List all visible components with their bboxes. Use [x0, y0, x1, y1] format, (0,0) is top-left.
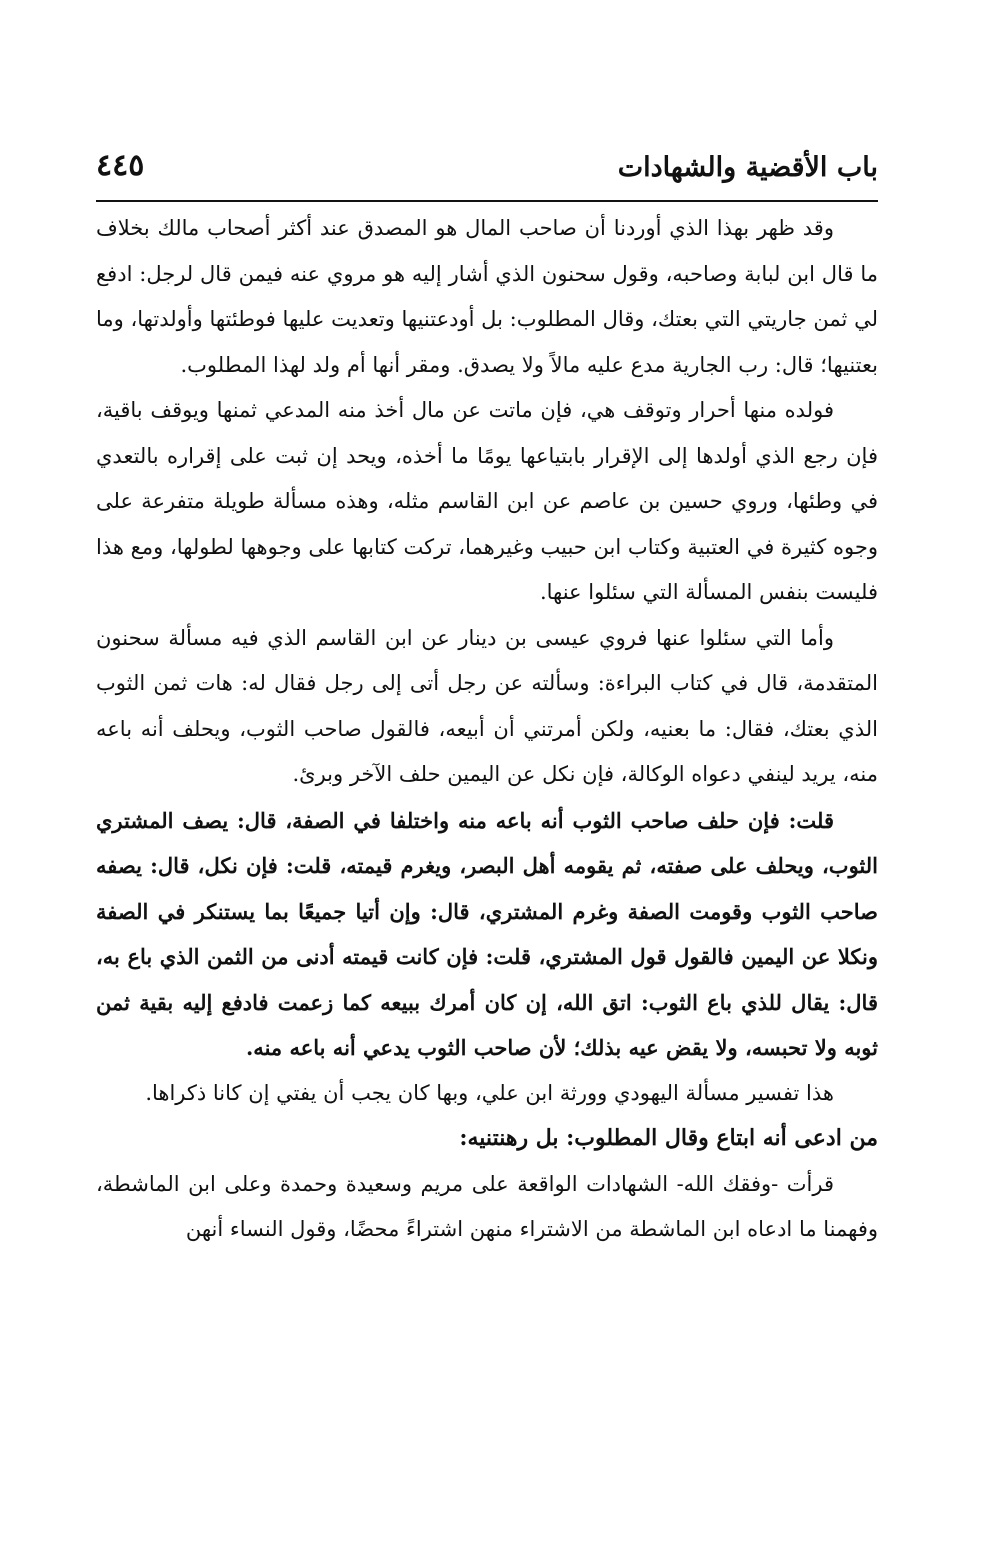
- page-body: [96, 206, 878, 1253]
- section-heading: من ادعى أنه ابتاع وقال المطلوب: بل رهنتنيه:: [459, 1125, 878, 1151]
- header-divider: [96, 200, 878, 202]
- paragraph-4: قلت: فإن حلف صاحب الثوب أنه باعه منه واختلفا في الصفة، قال: يصف المشتري الثوب، ويحلف على صفته، ثم يقومه أهل البصر، ويغرم قيمته، قلت: فإن نكل، قال: يصفه صاحب الثوب وقومت الصفة وغرم المشتري، قال: وإن أتيا جميعًا بما يستنكر في الصفة ونكلا عن اليمين فالقول قول المشتري، قلت: فإن كانت قيمته أدنى من الثمن الذي باع به، قال: يقال للذي باع الثوب: اتق الله، إن كان أمرك ببيعه كما زعمت فادفع إليه بقية ثمن ثوبه ولا تحبسه، ولا يقض عيه بذلك؛ لأن صاحب الثوب يدعي أنه باعه منه.: [96, 807, 878, 1060]
- paragraph-3: وأما التي سئلوا عنها فروي عيسى بن دينار عن ابن القاسم الذي فيه مسألة سحنون المتقدمة، قال في كتاب البراءة: وسألته عن رجل أتى إلى رجل فقال له: هات ثمن الثوب الذي بعتك، فقال: ما بعنيه، ولكن أمرتني أن أبيعه، فالقول صاحب الثوب، ويحلف أنه باعه منه، يريد لينفي دعواه الوكالة، فإن نكل عن اليمين حلف الآخر وبرئ.: [96, 625, 878, 786]
- chapter-title: باب الأقضية والشهادات: [617, 152, 878, 183]
- paragraph-1: وقد ظهر بهذا الذي أوردنا أن صاحب المال هو المصدق عند أكثر أصحاب مالك بخلاف ما قال ابن لبابة وصاحبه، وقول سحنون الذي أشار إليه هو مروي عنه فيمن قال لرجل: ادفع لي ثمن جاريتي التي بعتك، وقال المطلوب: بل أودعتنيها وتعديت عليها فوطئتها وأولدتها، وما بعتنيها؛ قال: رب الجارية مدع عليه مالاً ولا يصدق. ومقر أنها أم ولد لهذا المطلوب.: [96, 216, 878, 377]
- paragraph-2: فولده منها أحرار وتوقف هي، فإن ماتت عن مال أخذ منه المدعي ثمنها ويوقف باقية، فإن رجع الذي أولدها إلى الإقرار بابتياعها يومًا ما أخذه، ويحد إن ثبت على إقراره بالتعدي في وطئها، وروي حسين بن عاصم عن ابن القاسم مثله، وهذه مسألة طويلة متفرعة على وجوه كثيرة في العتبية وكتاب ابن حبيب وغيرهما، تركت كتابها على وجوهها لطولها، ومع هذا فليست بنفس المسألة التي سئلوا عنها.: [96, 398, 878, 604]
- paragraph-5: هذا تفسير مسألة اليهودي وورثة ابن علي، وبها كان يجب أن يفتي إن كانا ذكراها.: [145, 1080, 834, 1105]
- page-number: ٤٤٥: [96, 148, 145, 183]
- page-header: [96, 148, 878, 196]
- paragraph-final: قرأت -وفقك الله- الشهادات الواقعة على مريم وسعيدة وحمدة وعلى ابن الماشطة، وفهمنا ما ادعاه ابن الماشطة من الاشتراء منهن اشتراءً محضًا، وقول النساء أنهن: [96, 1171, 878, 1241]
